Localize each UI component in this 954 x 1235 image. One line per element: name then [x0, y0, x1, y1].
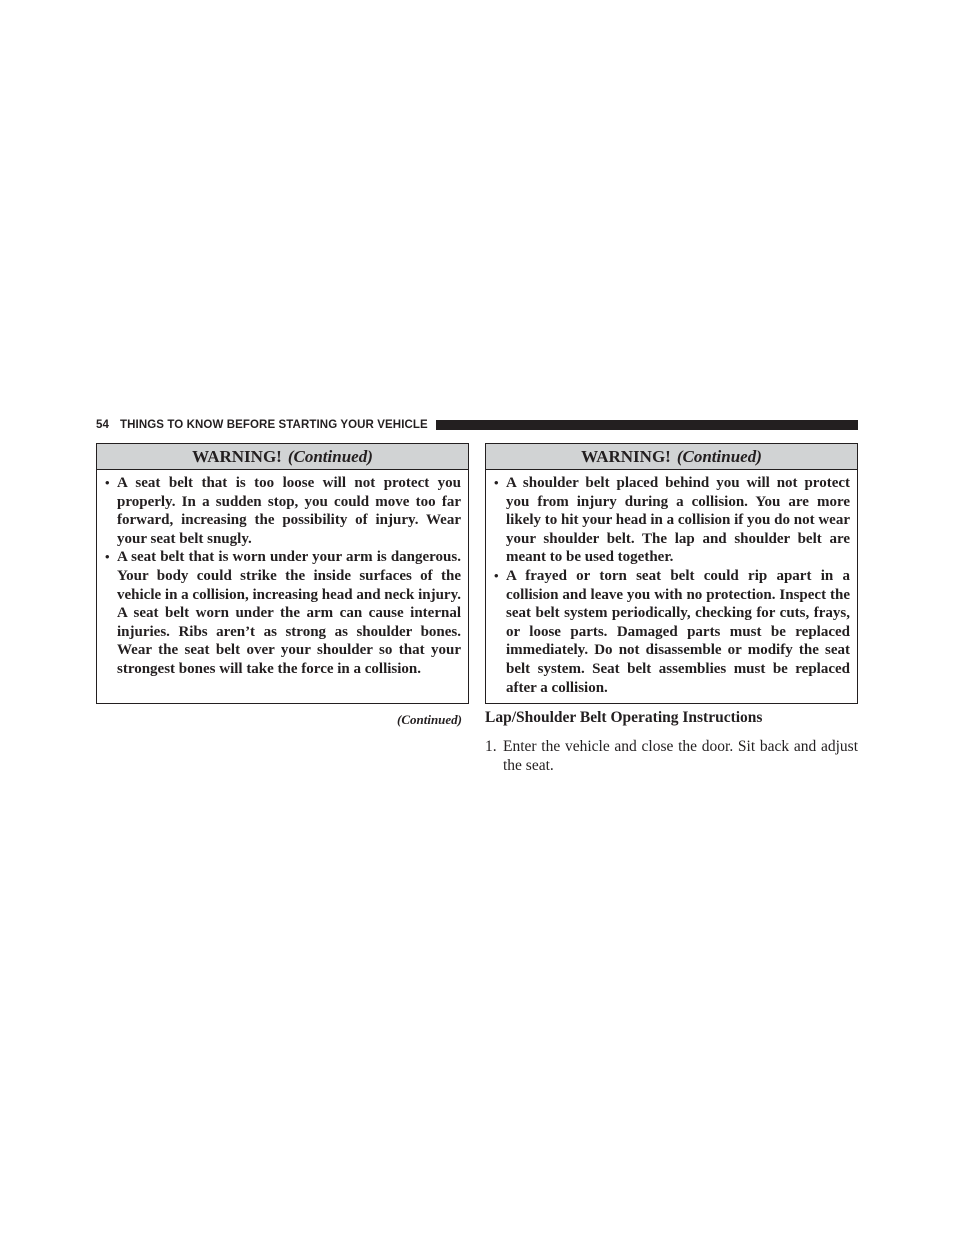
warning-item-text: A seat belt that is worn under your arm is dangerous. Your body could strike the inside surfaces of the vehicle in a collision, increasing head and neck injury. A seat belt worn under the arm can cause internal injuries. Ribs aren’t as strong as shoulder bones. Wear the seat belt over your shoulder so that your strongest bones will take the force in a collision.: [117, 549, 461, 677]
page-header: [96, 417, 858, 433]
warning-title: WARNING!: [192, 447, 282, 466]
warning-continued-label: (Continued): [676, 447, 762, 466]
warning-title: WARNING!: [581, 447, 671, 466]
bullet-icon: •: [105, 549, 110, 565]
warning-item-text: A seat belt that is too loose will not protect you properly. In a sudden stop, you could move too far forward, increasing the possibility of injury. Wear your seat belt snugly.: [117, 475, 461, 547]
warning-list: [486, 470, 857, 697]
warning-item-text: A frayed or torn seat belt could rip apart in a collision and leave you with no protection. Inspect the seat belt system periodically, checking for cuts, frays, or loose parts. Damaged parts must be replaced immediately. Do not disassemble or modify the seat belt system. Seat belt assemblies must be replaced after a collision.: [506, 567, 850, 696]
header-rule: [436, 420, 858, 430]
warning-item: [494, 567, 850, 697]
warning-item-text: A shoulder belt placed behind you will not protect you from injury during a collision. You are more likely to hit your head in a collision if you do not wear your shoulder belt. The lap and shoulder belt are meant to be used together.: [506, 475, 850, 566]
warning-item: [105, 474, 461, 548]
page-number: 54: [96, 419, 109, 431]
section-title: THINGS TO KNOW BEFORE STARTING YOUR VEHICLE: [120, 419, 428, 431]
warning-list: [97, 470, 468, 679]
step-text: Enter the vehicle and close the door. Sit back and adjust the seat.: [503, 738, 858, 774]
warning-item: [105, 548, 461, 678]
warning-box-right: [485, 443, 858, 704]
bullet-icon: •: [494, 475, 499, 490]
warning-continued-label: (Continued): [287, 447, 373, 466]
instructions-heading: Lap/Shoulder Belt Operating Instructions: [485, 709, 763, 726]
bullet-icon: •: [494, 567, 499, 583]
warning-box-left: [96, 443, 469, 704]
continued-note: (Continued): [396, 712, 462, 727]
step-number: 1.: [485, 738, 497, 755]
instruction-step: [485, 737, 858, 775]
warning-item: [494, 474, 850, 567]
warning-header: [486, 444, 857, 470]
bullet-icon: •: [105, 475, 110, 490]
warning-header: [97, 444, 468, 470]
